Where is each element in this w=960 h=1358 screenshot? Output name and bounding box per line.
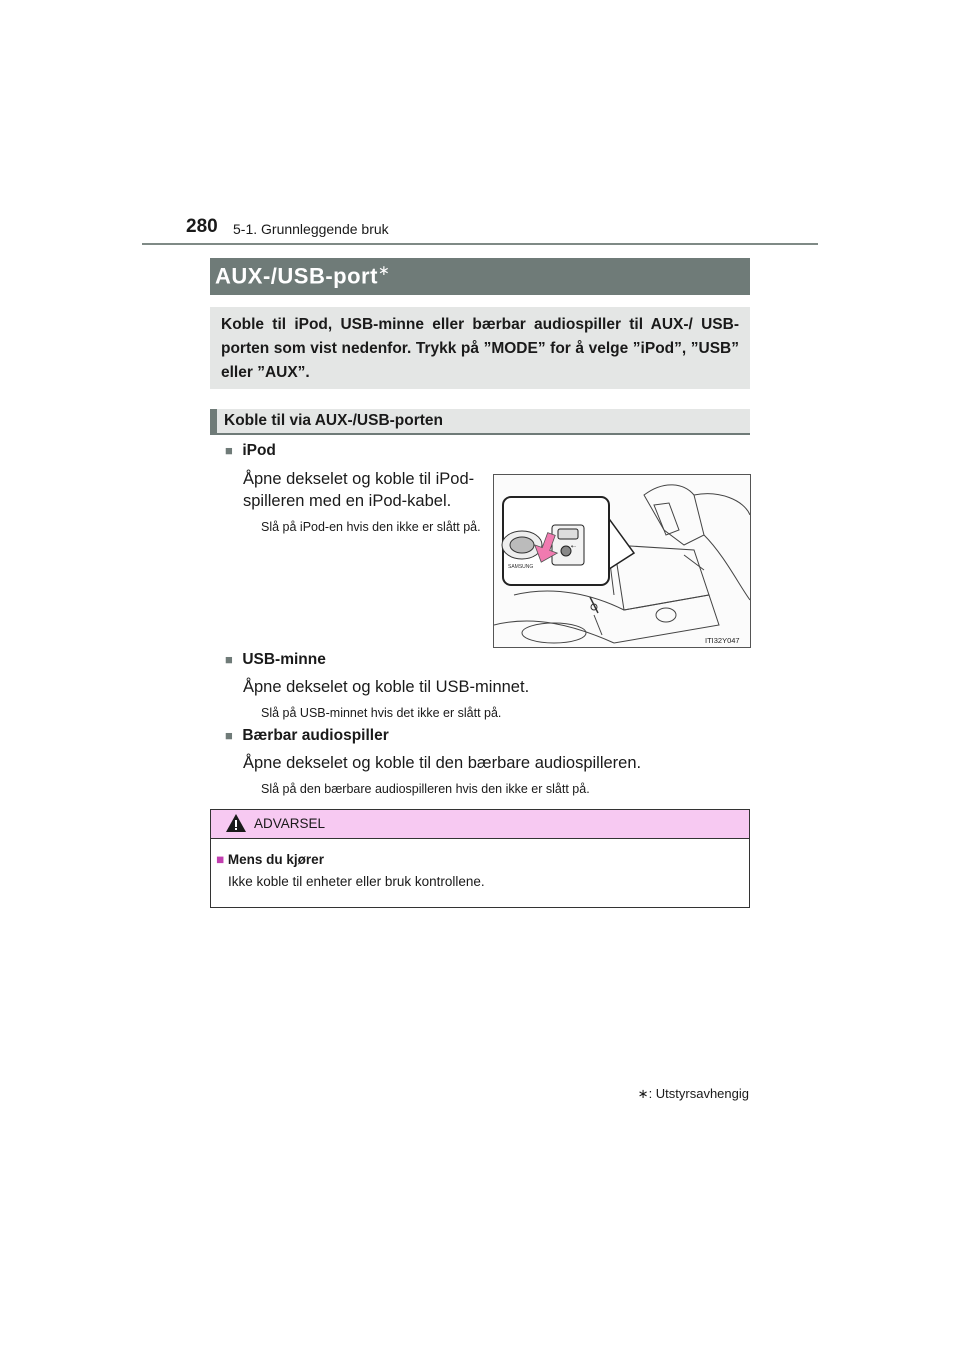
item-title: iPod bbox=[242, 442, 276, 459]
item-title: Bærbar audiospiller bbox=[242, 727, 389, 744]
warning-item-body: Ikke koble til enheter eller bruk kontrollene. bbox=[228, 874, 485, 889]
list-item bbox=[225, 651, 326, 669]
item-note: Slå på USB-minnet hvis det ikke er slått på. bbox=[261, 706, 502, 720]
warning-item-title: Mens du kjører bbox=[227, 852, 324, 867]
subheading-bar bbox=[210, 409, 217, 435]
usb-port-figure bbox=[493, 474, 751, 648]
header-rule bbox=[142, 243, 818, 245]
svg-text:⇠: ⇠ bbox=[571, 543, 577, 550]
svg-text:SAMSUNG: SAMSUNG bbox=[508, 564, 534, 570]
page-title bbox=[215, 262, 390, 289]
console-illustration bbox=[494, 475, 750, 647]
item-note: Slå på den bærbare audiospilleren hvis den ikke er slått på. bbox=[261, 782, 590, 796]
subheading: Koble til via AUX-/USB-porten bbox=[224, 412, 444, 429]
item-body: Åpne dekselet og koble til USB-minnet. bbox=[243, 678, 530, 696]
bullet-square: ■ bbox=[225, 728, 233, 743]
bullet-square: ■ bbox=[216, 852, 225, 867]
figure-code: ITI32Y047 bbox=[705, 636, 740, 645]
item-title: USB-minne bbox=[242, 651, 326, 668]
footnote-text: : Utstyrsavhengig bbox=[648, 1086, 749, 1101]
bullet-square: ■ bbox=[225, 652, 233, 667]
intro-text: Koble til iPod, USB-minne eller bærbar audiospiller til AUX-/ USB-porten som vist nedenfor. Trykk på ”MODE” for å velge ”iPod”, ”USB” eller ”AUX”. bbox=[221, 316, 739, 381]
equipment-marker: ∗ bbox=[377, 262, 391, 278]
section-path: 5-1. Grunnleggende bruk bbox=[233, 221, 389, 237]
item-body: Åpne dekselet og koble til den bærbare audiospilleren. bbox=[243, 754, 642, 772]
item-note: Slå på iPod-en hvis den ikke er slått på. bbox=[261, 520, 481, 534]
list-item bbox=[225, 727, 389, 745]
bullet-square: ■ bbox=[225, 443, 233, 458]
footnote bbox=[630, 1086, 749, 1102]
warning-title: ADVARSEL bbox=[254, 816, 326, 831]
item-body: Åpne dekselet og koble til iPod-spilleren med en iPod-kabel. bbox=[243, 470, 475, 510]
page-title-text: AUX-/USB-port bbox=[215, 263, 378, 289]
footnote-marker: ∗ bbox=[637, 1086, 649, 1101]
page-number: 280 bbox=[186, 216, 218, 237]
list-item bbox=[225, 442, 276, 460]
warning-icon bbox=[225, 813, 247, 833]
warning-item bbox=[216, 852, 324, 867]
